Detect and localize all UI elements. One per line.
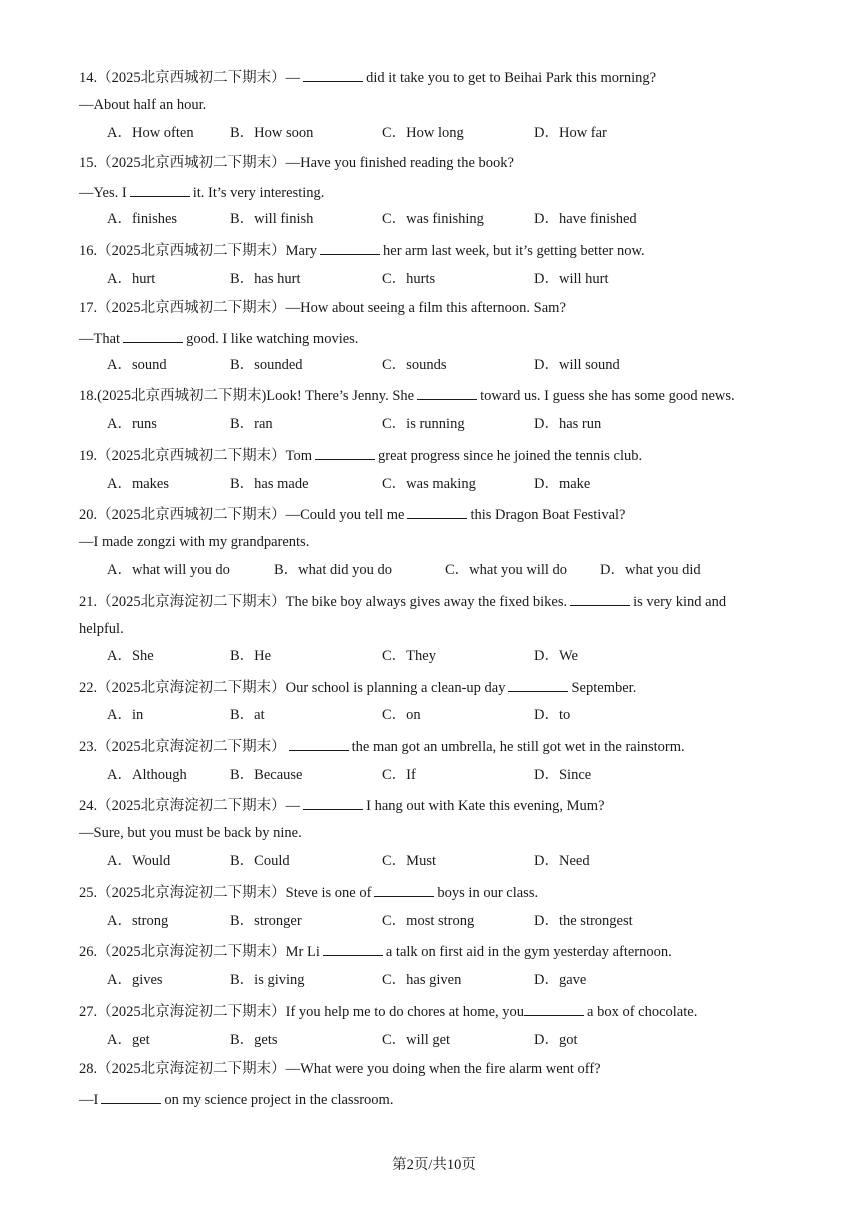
option-c: C．Must: [382, 853, 436, 869]
option-b: B．sounded: [230, 357, 303, 373]
question-17: 17.（2025北京西城初二下期末）—How about seeing a film this afternoon. Sam?: [79, 300, 566, 316]
option-a: A．Would: [107, 853, 171, 869]
question-24: 24.（2025北京海淀初二下期末）— I hang out with Kate this evening, Mum?: [79, 795, 808, 815]
question-20: 20.（2025北京西城初二下期末）—Could you tell me this Dragon Boat Festival?: [79, 504, 808, 524]
option-a: A．How often: [107, 125, 194, 141]
answer-blank: [123, 328, 183, 343]
question-14-options: [0, 124, 868, 142]
question-21: 21.（2025北京海淀初二下期末）The bike boy always gives away the fixed bikes. is very kind and: [79, 591, 808, 611]
option-c: C．was making: [382, 476, 476, 492]
option-b: B．has hurt: [230, 271, 301, 287]
question-17-options: [0, 356, 868, 374]
option-a: A．runs: [107, 416, 157, 432]
option-c: C．They: [382, 648, 436, 664]
question-22: 22.（2025北京海淀初二下期末）Our school is planning a clean-up day September.: [79, 677, 808, 697]
option-d: D．How far: [534, 125, 607, 141]
option-a: A．what will you do: [107, 562, 230, 578]
question-15: 15.（2025北京西城初二下期末）—Have you finished reading the book?: [79, 155, 514, 171]
option-b: B．what did you do: [274, 562, 393, 578]
option-d: D．will hurt: [534, 271, 609, 287]
option-c: C．most strong: [382, 913, 475, 929]
answer-blank: [130, 182, 190, 197]
answer-blank: [323, 941, 383, 956]
option-b: B．gets: [230, 1032, 278, 1048]
question-27: 27.（2025北京海淀初二下期末）If you help me to do chores at home, you a box of chocolate.: [79, 1001, 808, 1021]
answer-blank: [320, 240, 380, 255]
question-27-options: [0, 1031, 868, 1049]
option-a: A．finishes: [107, 211, 178, 227]
option-b: B．ran: [230, 416, 273, 432]
question-25-options: [0, 912, 868, 930]
page-number: 第2页/共10页: [392, 1157, 476, 1173]
option-d: D．gave: [534, 972, 587, 988]
question-25: 25.（2025北京海淀初二下期末）Steve is one of boys in our class.: [79, 882, 808, 902]
option-c: C．on: [382, 707, 421, 723]
question-28-reply: —I on my science project in the classroom.: [79, 1089, 808, 1109]
option-c: C．is running: [382, 416, 465, 432]
question-19: 19.（2025北京西城初二下期末）Tom great progress since he joined the tennis club.: [79, 445, 808, 465]
option-d: D．will sound: [534, 357, 620, 373]
question-14: 14.（2025北京西城初二下期末）— did it take you to get to Beihai Park this morning?: [79, 67, 808, 87]
option-a: A．makes: [107, 476, 170, 492]
question-20-options: [0, 561, 868, 579]
option-a: A．sound: [107, 357, 167, 373]
option-c: C．has given: [382, 972, 462, 988]
question-21-continued: helpful.: [79, 621, 124, 637]
answer-blank: [303, 795, 363, 810]
option-c: C．will get: [382, 1032, 451, 1048]
option-a: A．get: [107, 1032, 150, 1048]
option-b: B．at: [230, 707, 265, 723]
question-24-options: [0, 852, 868, 870]
question-22-options: [0, 706, 868, 724]
option-c: C．was finishing: [382, 211, 484, 227]
option-a: A．in: [107, 707, 144, 723]
option-a: A．Although: [107, 767, 187, 783]
answer-blank: [570, 591, 630, 606]
option-a: A．strong: [107, 913, 169, 929]
question-15-options: [0, 210, 868, 228]
option-c: C．If: [382, 767, 416, 783]
option-b: B．How soon: [230, 125, 314, 141]
question-18: 18.(2025北京西城初二下期末)Look! There’s Jenny. She toward us. I guess she has some good news.: [79, 385, 808, 405]
answer-blank: [101, 1089, 161, 1104]
option-b: B．has made: [230, 476, 309, 492]
answer-blank: [508, 677, 568, 692]
question-18-options: [0, 415, 868, 433]
question-15-reply: —Yes. I it. It’s very interesting.: [79, 182, 808, 202]
option-d: D．the strongest: [534, 913, 633, 929]
answer-blank: [407, 504, 467, 519]
option-b: B．is giving: [230, 972, 305, 988]
option-d: D．We: [534, 648, 578, 664]
answer-blank: [315, 445, 375, 460]
option-d: D．to: [534, 707, 571, 723]
option-b: B．He: [230, 648, 272, 664]
question-14-reply: —About half an hour.: [79, 97, 207, 113]
answer-blank: [289, 736, 349, 751]
option-d: D．Need: [534, 853, 590, 869]
question-19-options: [0, 475, 868, 493]
option-c: C．sounds: [382, 357, 447, 373]
answer-blank: [524, 1001, 584, 1016]
option-b: B．will finish: [230, 211, 314, 227]
option-b: B．Could: [230, 853, 290, 869]
answer-blank: [303, 67, 363, 82]
question-26-options: [0, 971, 868, 989]
question-16-options: [0, 270, 868, 288]
option-c: C．what you will do: [445, 562, 568, 578]
option-d: D．got: [534, 1032, 578, 1048]
option-a: A．gives: [107, 972, 163, 988]
question-26: 26.（2025北京海淀初二下期末）Mr Li a talk on first aid in the gym yesterday afternoon.: [79, 941, 808, 961]
option-a: A．hurt: [107, 271, 156, 287]
question-17-reply: —That good. I like watching movies.: [79, 328, 808, 348]
question-28: 28.（2025北京海淀初二下期末）—What were you doing when the fire alarm went off?: [79, 1061, 601, 1077]
question-24-reply: —Sure, but you must be back by nine.: [79, 825, 302, 841]
question-23-options: [0, 766, 868, 784]
option-b: B．stronger: [230, 913, 302, 929]
question-16: 16.（2025北京西城初二下期末）Mary her arm last week, but it’s getting better now.: [79, 240, 808, 260]
question-20-reply: —I made zongzi with my grandparents.: [79, 534, 310, 550]
option-c: C．How long: [382, 125, 464, 141]
answer-blank: [374, 882, 434, 897]
question-23: 23.（2025北京海淀初二下期末） the man got an umbrella, he still got wet in the rainstorm.: [79, 736, 808, 756]
option-b: B．Because: [230, 767, 303, 783]
question-21-options: [0, 647, 868, 665]
option-c: C．hurts: [382, 271, 436, 287]
option-d: D．have finished: [534, 211, 637, 227]
answer-blank: [417, 385, 477, 400]
option-d: D．has run: [534, 416, 602, 432]
option-d: D．what you did: [600, 562, 701, 578]
option-a: A．She: [107, 648, 154, 664]
option-d: D．Since: [534, 767, 592, 783]
option-d: D．make: [534, 476, 591, 492]
